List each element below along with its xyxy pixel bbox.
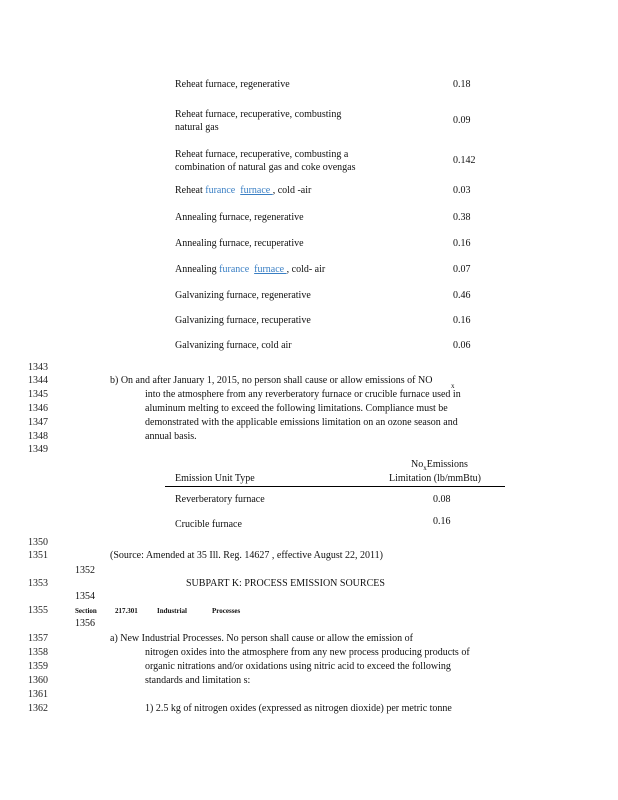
table-row: Reheat furance furnace , cold -air — [175, 185, 312, 196]
table-row: Reverberatory furnace — [175, 494, 265, 505]
subpart-heading: SUBPART K: PROCESS EMISSION SOURCES — [186, 578, 385, 589]
table-header-col1: Emission Unit Type — [175, 473, 255, 484]
tracked-insertion-link[interactable]: furnace — [240, 185, 273, 196]
table-header-rule — [165, 486, 505, 487]
section-title-2: Processes — [212, 607, 241, 615]
paragraph-line: into the atmosphere from any reverberatory furnace or crucible furnace used in — [145, 389, 461, 400]
line-number: 1343 — [28, 362, 48, 373]
table-row: Galvanizing furnace, cold air — [175, 340, 292, 351]
line-number: 1355 — [28, 605, 48, 616]
table-value: 0.142 — [453, 155, 476, 166]
table-row: Reheat furnace, recuperative, combusting a — [175, 149, 349, 160]
table-row: Galvanizing furnace, recuperative — [175, 315, 311, 326]
line-number: 1348 — [28, 431, 48, 442]
table-row: Crucible furnace — [175, 519, 242, 530]
tracked-deletion-link[interactable]: furance — [205, 185, 236, 196]
line-number: 1353 — [28, 578, 48, 589]
table-value: 0.08 — [433, 494, 451, 505]
table-value: 0.09 — [453, 115, 471, 126]
table-header: $No_xEmissions$ — [411, 459, 468, 472]
table-value: 0.46 — [453, 290, 471, 301]
table-value: 0.07 — [453, 264, 471, 275]
paragraph-line: a) New Industrial Processes. No person shall cause or allow the emission of — [110, 633, 413, 644]
line-number: 1346 — [28, 403, 48, 414]
line-number: 1360 — [28, 675, 48, 686]
paragraph-line: demonstrated with the applicable emissions limitation on an ozone season and — [145, 417, 458, 428]
line-number: 1347 — [28, 417, 48, 428]
table-value: 0.38 — [453, 212, 471, 223]
line-number: 1359 — [28, 661, 48, 672]
table-row: Reheat furnace, recuperative, combusting — [175, 109, 342, 120]
table-row-cont: natural gas — [175, 122, 219, 133]
table-value: 0.16 — [453, 238, 471, 249]
paragraph-line: organic nitrations and/or oxidations using nitric acid to exceed the following — [145, 661, 451, 672]
table-row: Annealing furance furnace , cold- air — [175, 264, 326, 275]
paragraph-line: b) On and after January 1, 2015, no person shall cause or allow emissions of NO $_x$ — [110, 375, 455, 390]
paragraph-line: aluminum melting to exceed the following limitations. Compliance must be — [145, 403, 448, 414]
section-title: Industrial — [157, 607, 187, 615]
line-number: 1345 — [28, 389, 48, 400]
paragraph-line: standards and limitation s: — [145, 675, 251, 686]
paragraph-line: nitrogen oxides into the atmosphere from any new process producing products of — [145, 647, 470, 658]
line-number: 1362 — [28, 703, 48, 714]
table-row-cont: combination of natural gas and coke ovengas — [175, 162, 356, 173]
table-row: Galvanizing furnace, regenerative — [175, 290, 311, 301]
tracked-insertion-link[interactable]: furnace — [254, 264, 287, 275]
paragraph-line: annual basis. — [145, 431, 197, 442]
line-number: 1349 — [28, 444, 48, 455]
line-number: 1344 — [28, 375, 48, 386]
line-number: 1351 — [28, 550, 48, 561]
table-row: Reheat furnace, regenerative — [175, 79, 290, 90]
table-value: 0.18 — [453, 79, 471, 90]
tracked-deletion-link[interactable]: furance — [219, 264, 250, 275]
table-value: 0.16 — [433, 516, 451, 527]
table-value: 0.06 — [453, 340, 471, 351]
table-value: 0.16 — [453, 315, 471, 326]
line-number: 1357 — [28, 633, 48, 644]
table-row: Annealing furnace, recuperative — [175, 238, 304, 249]
table-header-col2: Limitation (lb/mmBtu) — [389, 473, 481, 484]
line-number: 1352 — [75, 565, 95, 576]
section-label: Section — [75, 607, 97, 615]
list-item: 1) 2.5 kg of nitrogen oxides (expressed as nitrogen dioxide) per metric tonne — [145, 703, 452, 714]
line-number: 1358 — [28, 647, 48, 658]
line-number: 1350 — [28, 537, 48, 548]
line-number: 1356 — [75, 618, 95, 629]
source-note: (Source: Amended at 35 Ill. Reg. 14627 , effective August 22, 2011) — [110, 550, 384, 561]
table-row: Annealing furnace, regenerative — [175, 212, 304, 223]
line-number: 1354 — [75, 591, 95, 602]
line-number: 1361 — [28, 689, 48, 700]
table-value: 0.03 — [453, 185, 471, 196]
section-number: 217.301 — [115, 607, 138, 615]
